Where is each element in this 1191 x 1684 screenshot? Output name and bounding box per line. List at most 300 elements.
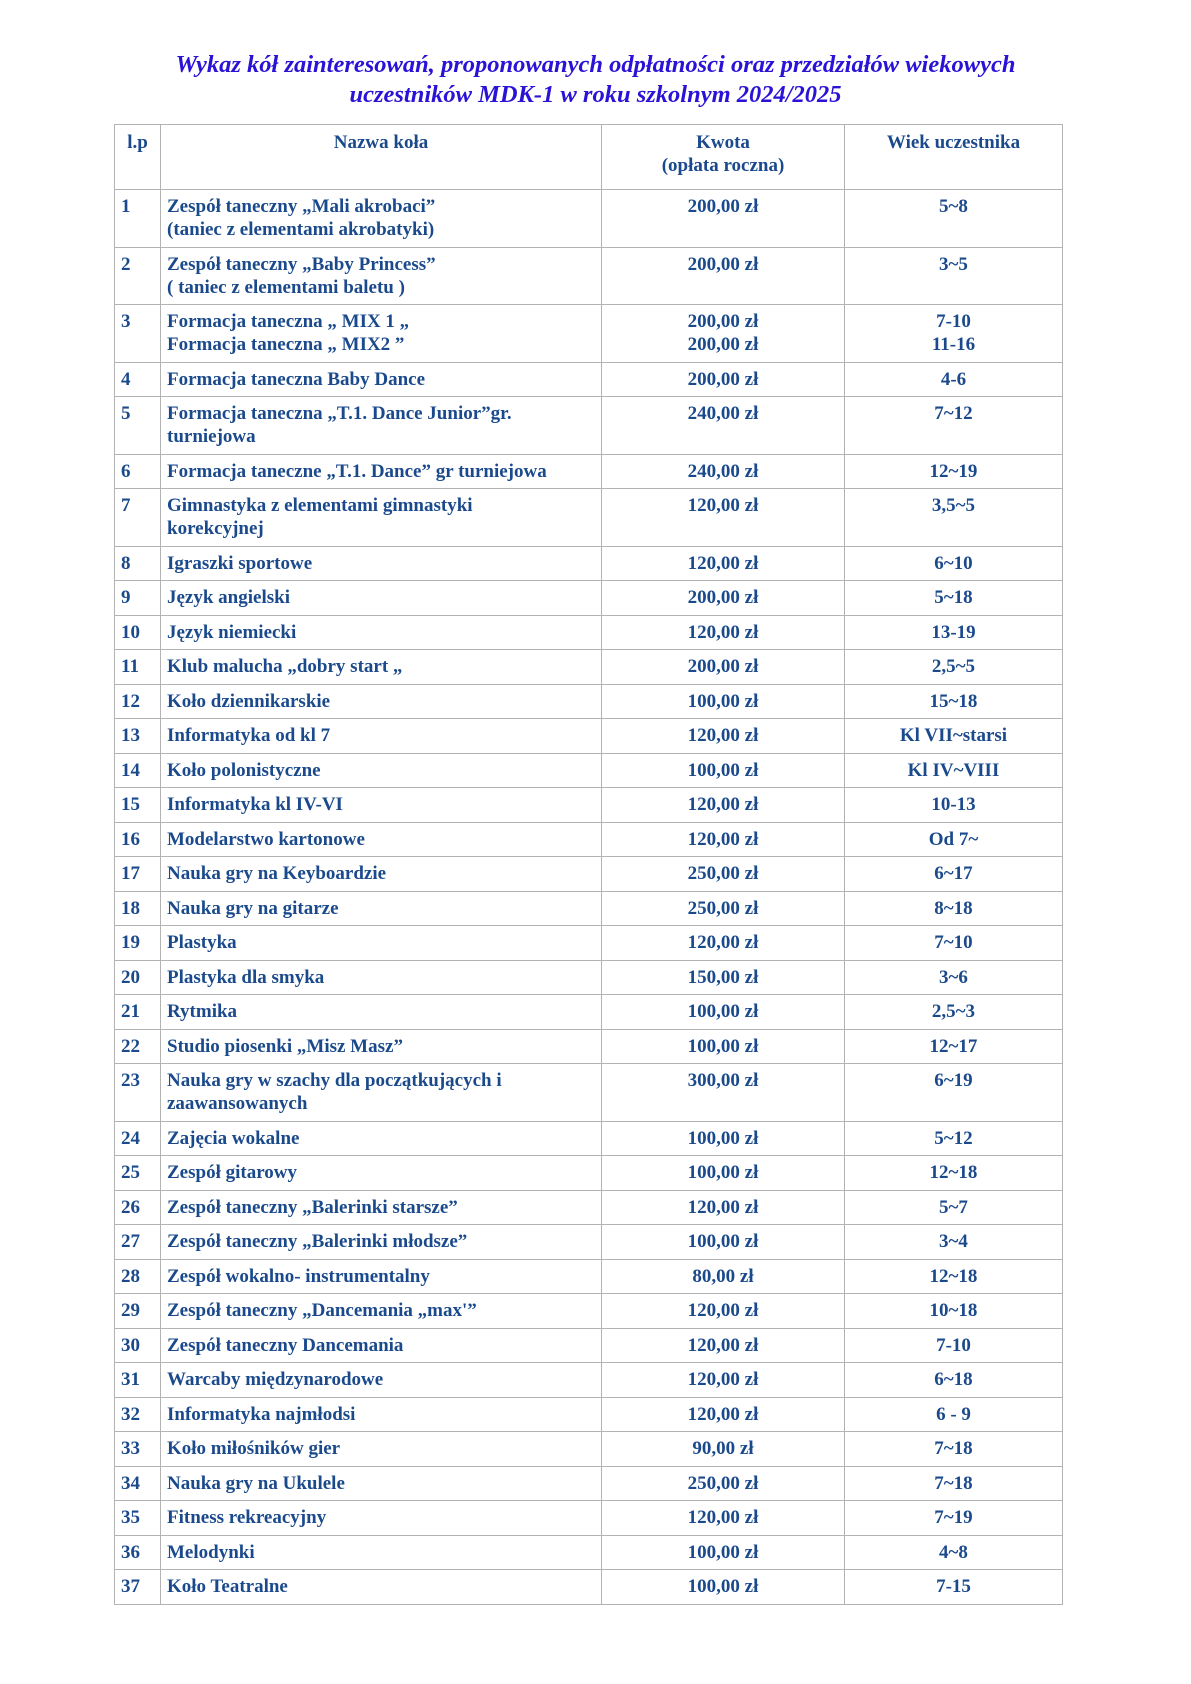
row-age <box>845 1225 1063 1260</box>
row-name <box>161 1363 602 1398</box>
row-age <box>845 1259 1063 1294</box>
table-row <box>115 581 1063 616</box>
row-fee-line: 240,00 zł <box>687 460 759 482</box>
row-number: 15 <box>115 788 161 823</box>
table-row <box>115 1225 1063 1260</box>
row-age <box>845 1535 1063 1570</box>
row-fee-line: 100,00 zł <box>687 1231 759 1252</box>
row-fee <box>602 489 845 547</box>
row-age-line: 12~18 <box>929 1162 978 1183</box>
row-fee-line: 200,00 zł <box>687 334 759 355</box>
row-fee <box>602 960 845 995</box>
row-name-line: Warcaby międzynarodowe <box>167 1369 384 1390</box>
row-age-line: 3~4 <box>939 1231 968 1252</box>
table-row <box>115 650 1063 685</box>
row-age <box>845 454 1063 489</box>
page-title-line-1: Wykaz kół zainteresowań, proponowanych odpłatności oraz przedziałów wiekowych <box>175 51 1016 78</box>
row-fee-line: 80,00 zł <box>692 1265 754 1287</box>
row-age-line: 6~17 <box>934 863 973 884</box>
header-fee-line-2: (opłata roczna) <box>661 155 785 176</box>
row-fee-line: 120,00 zł <box>687 725 759 746</box>
row-fee-line: 200,00 zł <box>687 311 759 332</box>
row-fee-line: 100,00 zł <box>687 1127 759 1149</box>
table-row <box>115 1190 1063 1225</box>
row-fee-line: 100,00 zł <box>687 759 759 781</box>
row-name-line: Formacja taneczne „T.1. Dance” gr turniejowa <box>167 460 547 482</box>
row-number: 27 <box>115 1225 161 1260</box>
row-fee <box>602 857 845 892</box>
row-number: 32 <box>115 1397 161 1432</box>
row-name <box>161 1259 602 1294</box>
row-name-line: Formacja taneczna „ MIX 1 „ <box>167 311 410 332</box>
table-row <box>115 397 1063 455</box>
row-number: 8 <box>115 546 161 581</box>
row-fee <box>602 1535 845 1570</box>
row-number: 37 <box>115 1570 161 1605</box>
row-number: 26 <box>115 1190 161 1225</box>
row-name <box>161 581 602 616</box>
row-number: 11 <box>115 650 161 685</box>
row-age <box>845 1121 1063 1156</box>
row-name-line: Formacja taneczna „T.1. Dance Junior”gr. <box>167 403 512 424</box>
row-age-line: 12~19 <box>929 460 978 482</box>
row-age <box>845 857 1063 892</box>
row-age-line: 7~18 <box>934 1438 973 1459</box>
header-name: Nazwa koła <box>161 125 602 190</box>
table-row <box>115 1466 1063 1501</box>
table-row <box>115 489 1063 547</box>
row-number: 6 <box>115 454 161 489</box>
row-age <box>845 546 1063 581</box>
row-age-line: 7~18 <box>934 1472 973 1494</box>
table-row <box>115 305 1063 363</box>
row-number: 34 <box>115 1466 161 1501</box>
row-number: 19 <box>115 926 161 961</box>
row-name <box>161 1064 602 1122</box>
row-fee <box>602 926 845 961</box>
row-fee <box>602 1259 845 1294</box>
row-age-line: Kl IV~VIII <box>907 759 1000 781</box>
table-row <box>115 1259 1063 1294</box>
row-fee <box>602 1156 845 1191</box>
page-title <box>0 50 1191 110</box>
row-fee-line: 150,00 zł <box>687 966 759 988</box>
row-name-line: Zespół taneczny „Mali akrobaci” <box>167 196 436 217</box>
row-name-line: Melodynki <box>167 1541 255 1563</box>
row-age-line: 11-16 <box>931 334 976 355</box>
header-fee <box>602 125 845 190</box>
row-fee-line: 240,00 zł <box>687 403 759 424</box>
table-row <box>115 1064 1063 1122</box>
table-row <box>115 615 1063 650</box>
row-number: 10 <box>115 615 161 650</box>
row-fee <box>602 1294 845 1329</box>
row-number: 14 <box>115 753 161 788</box>
row-name-line: ( taniec z elementami baletu ) <box>167 276 405 298</box>
row-name-line: Koło polonistyczne <box>167 759 321 781</box>
table-row <box>115 1294 1063 1329</box>
row-age <box>845 362 1063 397</box>
row-age-line: 2,5~5 <box>931 656 976 677</box>
row-name-line: Nauka gry na Ukulele <box>167 1472 345 1494</box>
table-row <box>115 719 1063 754</box>
header-row <box>115 125 1063 190</box>
table-row <box>115 788 1063 823</box>
row-number: 17 <box>115 857 161 892</box>
row-age <box>845 684 1063 719</box>
row-fee <box>602 247 845 305</box>
row-fee-line: 120,00 zł <box>687 621 759 643</box>
row-fee-line: 250,00 zł <box>687 897 759 919</box>
row-age <box>845 891 1063 926</box>
row-fee-line: 300,00 zł <box>687 1070 759 1091</box>
row-name-line: Informatyka najmłodsi <box>167 1403 356 1425</box>
row-number: 3 <box>115 305 161 363</box>
row-fee <box>602 1363 845 1398</box>
row-name-line: Zespół taneczny „Baby Princess” <box>167 253 436 275</box>
row-fee <box>602 822 845 857</box>
page-title-line-2: uczestników MDK-1 w roku szkolnym 2024/2025 <box>349 81 842 108</box>
table-row <box>115 1363 1063 1398</box>
row-name <box>161 190 602 248</box>
row-name <box>161 822 602 857</box>
row-fee-line: 200,00 zł <box>687 196 759 217</box>
row-name-line: Zespół gitarowy <box>167 1162 298 1183</box>
table-row <box>115 1121 1063 1156</box>
row-fee-line: 100,00 zł <box>687 1001 759 1022</box>
row-number: 21 <box>115 995 161 1030</box>
row-name-line: Plastyka dla smyka <box>167 966 325 988</box>
table-row <box>115 1397 1063 1432</box>
row-name <box>161 1501 602 1536</box>
row-number: 24 <box>115 1121 161 1156</box>
row-age-line: Od 7~ <box>928 828 979 850</box>
row-fee-line: 100,00 zł <box>687 1541 759 1563</box>
row-fee-line: 120,00 zł <box>687 794 759 815</box>
table-row <box>115 926 1063 961</box>
row-fee <box>602 684 845 719</box>
row-age <box>845 1432 1063 1467</box>
row-age-line: 4-6 <box>940 368 967 390</box>
row-age-line: 7~19 <box>934 1507 973 1528</box>
row-fee <box>602 753 845 788</box>
table-row <box>115 362 1063 397</box>
header-fee-line-1: Kwota <box>696 132 750 153</box>
row-number: 23 <box>115 1064 161 1122</box>
row-age-line: 10-13 <box>931 794 976 815</box>
row-fee-line: 120,00 zł <box>687 828 759 850</box>
row-fee <box>602 995 845 1030</box>
row-age-line: 7-10 <box>936 1334 971 1356</box>
row-fee-line: 200,00 zł <box>687 587 759 608</box>
row-fee <box>602 454 845 489</box>
table-row <box>115 1535 1063 1570</box>
row-name-line: Modelarstwo kartonowe <box>167 828 365 850</box>
row-name <box>161 788 602 823</box>
row-name <box>161 650 602 685</box>
row-name <box>161 362 602 397</box>
row-fee <box>602 650 845 685</box>
row-age <box>845 1156 1063 1191</box>
row-fee <box>602 362 845 397</box>
row-age-line: 12~17 <box>929 1035 978 1057</box>
row-fee-line: 250,00 zł <box>687 1472 759 1494</box>
row-name <box>161 1397 602 1432</box>
row-age-line: 2,5~3 <box>931 1001 976 1022</box>
row-number: 36 <box>115 1535 161 1570</box>
header-age: Wiek uczestnika <box>845 125 1063 190</box>
row-name <box>161 397 602 455</box>
row-name <box>161 995 602 1030</box>
row-fee-line: 120,00 zł <box>687 1300 759 1321</box>
row-name-line: turniejowa <box>167 426 256 447</box>
row-fee <box>602 1328 845 1363</box>
row-age-line: 6~10 <box>934 552 973 574</box>
row-name-line: Język niemiecki <box>167 621 297 643</box>
table-row <box>115 1432 1063 1467</box>
table-row <box>115 1156 1063 1191</box>
row-name-line: (taniec z elementami akrobatyki) <box>167 219 435 240</box>
row-age-line: 5~18 <box>934 587 973 608</box>
table-body <box>115 190 1063 1605</box>
table-row <box>115 1570 1063 1605</box>
row-fee-line: 120,00 zł <box>687 1196 759 1218</box>
row-name <box>161 305 602 363</box>
row-fee <box>602 1570 845 1605</box>
row-name <box>161 684 602 719</box>
row-fee-line: 250,00 zł <box>687 863 759 884</box>
row-fee-line: 100,00 zł <box>687 1162 759 1183</box>
row-age <box>845 190 1063 248</box>
table-row <box>115 995 1063 1030</box>
row-number: 5 <box>115 397 161 455</box>
row-age-line: 6~18 <box>934 1369 973 1390</box>
row-name-line: Zespół taneczny „Balerinki starsze” <box>167 1196 458 1218</box>
row-fee <box>602 1501 845 1536</box>
row-number: 22 <box>115 1029 161 1064</box>
row-fee-line: 200,00 zł <box>687 253 759 275</box>
row-name <box>161 1535 602 1570</box>
row-name-line: Zespół taneczny Dancemania <box>167 1334 404 1356</box>
row-age <box>845 1190 1063 1225</box>
row-fee-line: 120,00 zł <box>687 932 759 953</box>
row-age <box>845 489 1063 547</box>
row-age-line: 6~19 <box>934 1070 973 1091</box>
row-name-line: Studio piosenki „Misz Masz” <box>167 1035 403 1057</box>
row-fee-line: 120,00 zł <box>687 552 759 574</box>
row-name-line: korekcyjnej <box>167 518 264 539</box>
table-row <box>115 684 1063 719</box>
row-name-line: Formacja taneczna „ MIX2 ” <box>167 334 405 355</box>
row-fee-line: 120,00 zł <box>687 1403 759 1425</box>
row-fee <box>602 1029 845 1064</box>
row-name-line: Nauka gry na Keyboardzie <box>167 863 387 884</box>
row-name <box>161 926 602 961</box>
row-age <box>845 650 1063 685</box>
row-name <box>161 891 602 926</box>
table-row <box>115 1501 1063 1536</box>
row-age-line: 6 - 9 <box>936 1403 971 1425</box>
row-name <box>161 753 602 788</box>
row-age <box>845 1363 1063 1398</box>
row-name <box>161 1328 602 1363</box>
row-age-line: 15~18 <box>929 690 978 712</box>
row-age-line: 4~8 <box>939 1541 968 1563</box>
table-row <box>115 857 1063 892</box>
row-fee <box>602 1225 845 1260</box>
row-name-line: Koło miłośników gier <box>167 1438 341 1459</box>
row-age-line: 7-15 <box>936 1576 971 1597</box>
row-age-line: 5~12 <box>934 1127 973 1149</box>
row-number: 25 <box>115 1156 161 1191</box>
row-number: 1 <box>115 190 161 248</box>
row-fee-line: 100,00 zł <box>687 1035 759 1057</box>
row-name-line: Informatyka od kl 7 <box>167 725 331 746</box>
row-fee <box>602 788 845 823</box>
row-number: 9 <box>115 581 161 616</box>
row-age-line: 3~5 <box>939 253 968 275</box>
row-fee-line: 120,00 zł <box>687 495 759 516</box>
row-number: 31 <box>115 1363 161 1398</box>
row-age <box>845 1294 1063 1329</box>
row-name-line: Plastyka <box>167 932 237 953</box>
row-age-line: 7~12 <box>934 403 973 424</box>
row-age <box>845 1466 1063 1501</box>
row-age <box>845 1570 1063 1605</box>
row-name-line: Fitness rekreacyjny <box>167 1507 327 1528</box>
row-number: 13 <box>115 719 161 754</box>
row-fee <box>602 1190 845 1225</box>
row-age-line: 12~18 <box>929 1265 978 1287</box>
row-name <box>161 546 602 581</box>
row-number: 2 <box>115 247 161 305</box>
row-age-line: 5~8 <box>939 196 968 217</box>
row-age-line: 10~18 <box>929 1300 978 1321</box>
row-age <box>845 581 1063 616</box>
table-row <box>115 753 1063 788</box>
row-number: 30 <box>115 1328 161 1363</box>
row-name <box>161 1156 602 1191</box>
row-name-line: Informatyka kl IV-VI <box>167 794 343 815</box>
row-name-line: Zespół taneczny „Dancemania „max'” <box>167 1300 477 1321</box>
row-name-line: Zespół wokalno- instrumentalny <box>167 1265 430 1287</box>
row-name-line: Nauka gry w szachy dla początkujących i <box>167 1070 502 1091</box>
row-fee-line: 90,00 zł <box>692 1438 754 1459</box>
row-fee <box>602 1432 845 1467</box>
row-fee-line: 120,00 zł <box>687 1334 759 1356</box>
row-name <box>161 1190 602 1225</box>
row-name <box>161 615 602 650</box>
row-age <box>845 753 1063 788</box>
row-age <box>845 615 1063 650</box>
header-lp: l.p <box>115 125 161 190</box>
row-name <box>161 1029 602 1064</box>
row-age <box>845 926 1063 961</box>
row-fee-line: 100,00 zł <box>687 690 759 712</box>
row-age <box>845 1397 1063 1432</box>
table-row <box>115 546 1063 581</box>
row-age-line: Kl VII~starsi <box>899 725 1008 746</box>
row-name <box>161 857 602 892</box>
row-age-line: 7-10 <box>936 311 971 332</box>
row-name-line: Nauka gry na gitarze <box>167 897 339 919</box>
row-name <box>161 1432 602 1467</box>
table-row <box>115 891 1063 926</box>
row-age <box>845 1064 1063 1122</box>
row-fee <box>602 581 845 616</box>
table-header <box>115 125 1063 190</box>
row-name <box>161 1121 602 1156</box>
row-number: 18 <box>115 891 161 926</box>
row-name <box>161 1570 602 1605</box>
table-row <box>115 190 1063 248</box>
row-age <box>845 822 1063 857</box>
row-fee <box>602 615 845 650</box>
row-fee-line: 200,00 zł <box>687 368 759 390</box>
row-age-line: 13-19 <box>931 621 976 643</box>
row-name-line: Koło Teatralne <box>167 1576 288 1597</box>
row-number: 4 <box>115 362 161 397</box>
row-fee <box>602 305 845 363</box>
row-fee <box>602 1121 845 1156</box>
row-name <box>161 1225 602 1260</box>
row-fee <box>602 891 845 926</box>
table-row <box>115 960 1063 995</box>
row-age-line: 8~18 <box>934 897 973 919</box>
row-age <box>845 995 1063 1030</box>
row-name <box>161 247 602 305</box>
row-fee-line: 120,00 zł <box>687 1507 759 1528</box>
row-number: 35 <box>115 1501 161 1536</box>
row-age <box>845 1328 1063 1363</box>
row-number: 33 <box>115 1432 161 1467</box>
row-name-line: Gimnastyka z elementami gimnastyki <box>167 495 473 516</box>
table-row <box>115 454 1063 489</box>
row-fee <box>602 719 845 754</box>
row-number: 16 <box>115 822 161 857</box>
row-age-line: 3,5~5 <box>931 495 976 516</box>
row-name-line: Zajęcia wokalne <box>167 1127 300 1149</box>
row-name <box>161 719 602 754</box>
row-age-line: 5~7 <box>939 1196 968 1218</box>
row-name <box>161 489 602 547</box>
row-name <box>161 960 602 995</box>
table-row <box>115 1029 1063 1064</box>
row-fee <box>602 190 845 248</box>
row-fee <box>602 1397 845 1432</box>
row-number: 28 <box>115 1259 161 1294</box>
row-age <box>845 1501 1063 1536</box>
row-fee <box>602 397 845 455</box>
row-fee <box>602 546 845 581</box>
row-name <box>161 1294 602 1329</box>
table-row <box>115 1328 1063 1363</box>
row-fee <box>602 1466 845 1501</box>
row-age <box>845 247 1063 305</box>
row-fee-line: 100,00 zł <box>687 1576 759 1597</box>
row-number: 12 <box>115 684 161 719</box>
row-number: 7 <box>115 489 161 547</box>
row-age-line: 7~10 <box>934 932 973 953</box>
row-name-line: Klub malucha „dobry start „ <box>167 656 403 677</box>
row-fee-line: 120,00 zł <box>687 1369 759 1390</box>
row-number: 20 <box>115 960 161 995</box>
row-age <box>845 397 1063 455</box>
row-name-line: Rytmika <box>167 1001 238 1022</box>
row-name <box>161 1466 602 1501</box>
row-name-line: Język angielski <box>167 587 290 608</box>
row-age <box>845 788 1063 823</box>
